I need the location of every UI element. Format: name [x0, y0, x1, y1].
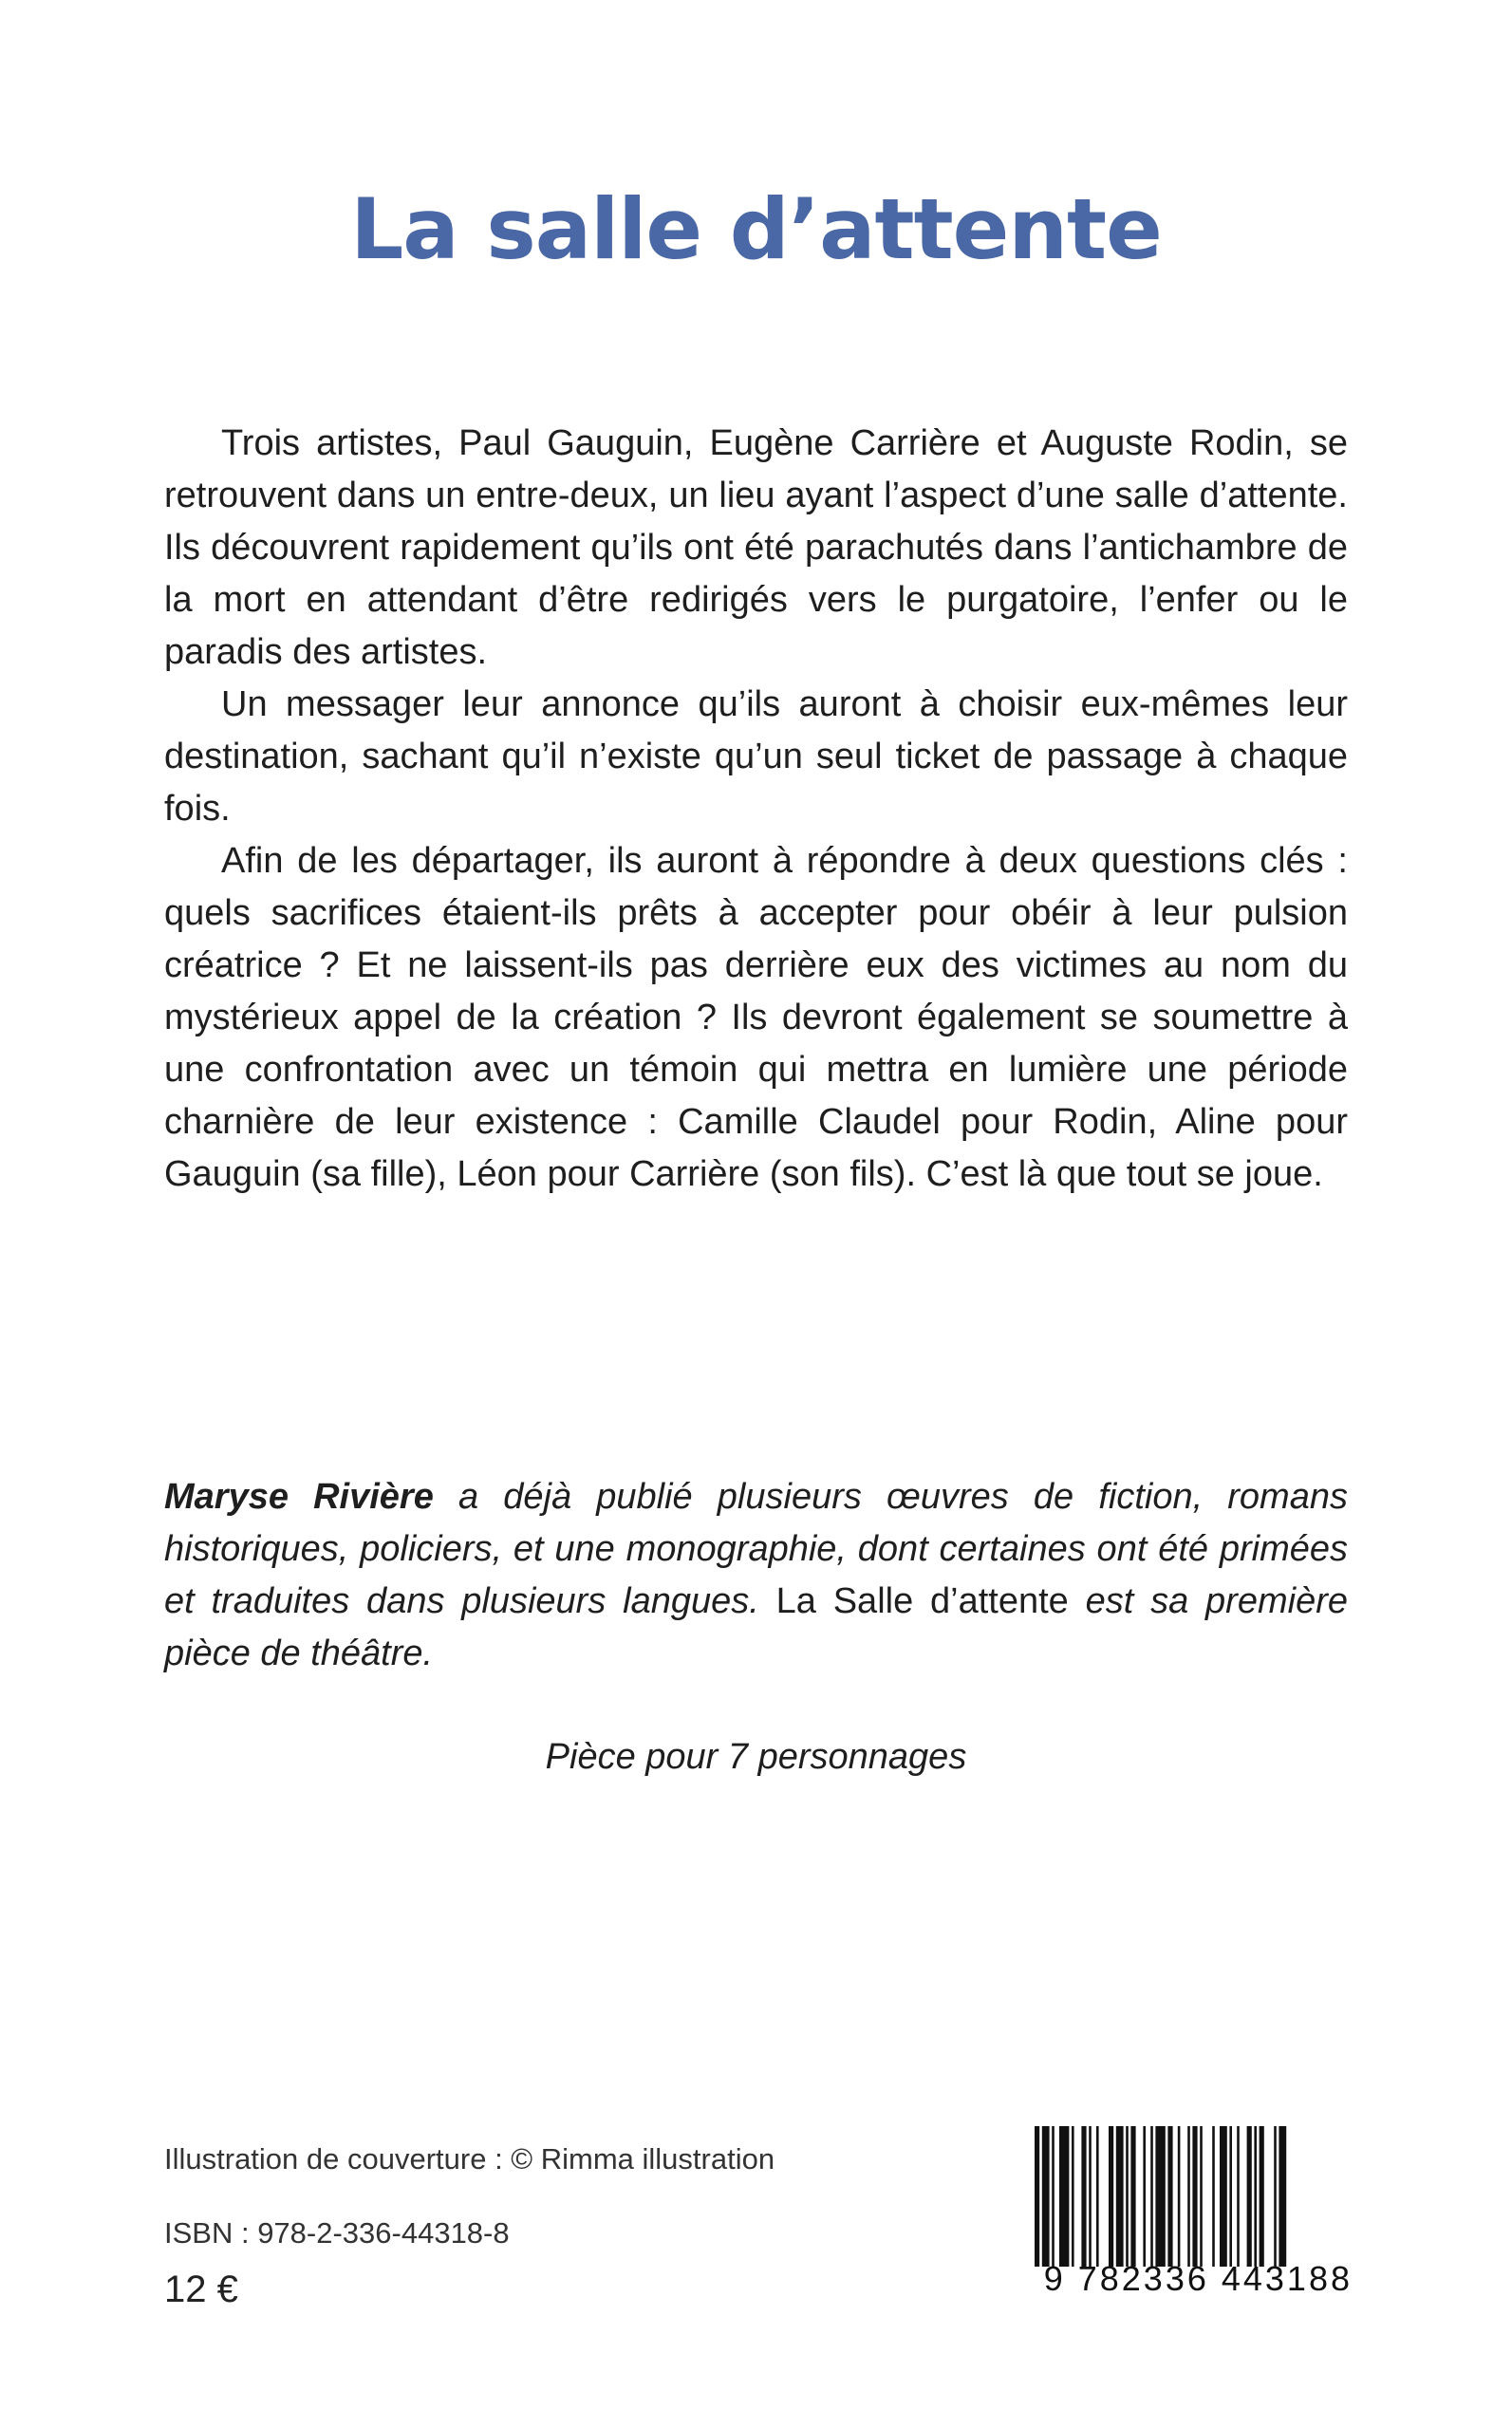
barcode-bars	[1035, 2126, 1348, 2267]
barcode-bar	[1155, 2126, 1165, 2267]
summary-paragraph: Afin de les départager, ils auront à répondre à deux questions clés : quels sacrifices étaient-ils prêts à accepter pour obéir à leur pulsion créatrice ? Et ne laissent-ils pas derrière eux des victimes au nom du mystérieux appel de la création ? Ils devront également se soumettre à une confrontation avec un témoin qui mettra en lumière une période charnière de leur existence : Camille Claudel pour Rodin, Aline pour Gauguin (sa fille), Léon pour Carrière (son fils). C’est là que tout se joue.	[164, 841, 1348, 1194]
barcode-bar	[1274, 2126, 1277, 2267]
author-name: Maryse Rivière	[164, 1477, 434, 1517]
barcode-bar	[1260, 2126, 1264, 2267]
barcode-bar	[1116, 2126, 1124, 2267]
bio-text-1: a déjà publié plusieurs œuvres de fiction, romans historiques, policiers, et une monographie, dont certaines ont été primées et traduites dans plusieurs langues.	[164, 1477, 1348, 1621]
barcode-bar	[1130, 2126, 1135, 2267]
barcode-bar	[1143, 2126, 1146, 2267]
bio-text-2: est sa première pièce de théâtre.	[164, 1581, 1348, 1673]
barcode-bar	[1052, 2126, 1055, 2267]
barcode-bar	[1059, 2126, 1069, 2267]
barcode-bar	[1109, 2126, 1113, 2267]
book-title: La salle d’attente	[350, 180, 1162, 278]
barcode-bar	[1229, 2126, 1232, 2267]
barcode-bar	[1254, 2126, 1257, 2267]
barcode-bar	[1279, 2126, 1286, 2267]
barcode-bar	[1247, 2126, 1252, 2267]
barcode-bar	[1167, 2126, 1172, 2267]
barcode-bar	[1150, 2126, 1153, 2267]
barcode-bar	[1096, 2126, 1099, 2267]
barcode-bar	[1042, 2126, 1050, 2267]
barcode-bar	[1089, 2126, 1092, 2267]
summary	[164, 418, 1348, 1201]
barcode-bar	[1035, 2126, 1039, 2267]
cast-note: Pièce pour 7 personnages	[545, 1737, 967, 1777]
barcode-bar	[1237, 2126, 1240, 2267]
barcode-bar	[1212, 2126, 1215, 2267]
barcode-bar	[1178, 2126, 1181, 2267]
barcode-bar	[1072, 2126, 1074, 2267]
barcode-bar	[1081, 2126, 1086, 2267]
author-bio	[164, 1471, 1348, 1680]
price: 12 €	[164, 2269, 238, 2310]
cover-credit: Illustration de couverture : © Rimma illustration	[164, 2142, 775, 2176]
bio-book-title: La Salle d’attente	[758, 1581, 1086, 1621]
barcode-bar	[1192, 2126, 1197, 2267]
barcode-digits: 9 782336 443188	[1043, 2259, 1353, 2298]
barcode-bar	[1126, 2126, 1129, 2267]
barcode-bar	[1187, 2126, 1190, 2267]
summary-paragraph: Trois artistes, Paul Gauguin, Eugène Carrière et Auguste Rodin, se retrouvent dans un entre-deux, un lieu ayant l’aspect d’une salle d’attente. Ils découvrent rapidement qu’ils ont été parachutés dans l’antichambre de la mort en attendant d’être redirigés vers le purgatoire, l’enfer ou le paradis des artistes.	[164, 423, 1348, 672]
barcode-bar	[1220, 2126, 1227, 2267]
isbn: ISBN : 978-2-336-44318-8	[164, 2216, 510, 2250]
barcode-bar	[1200, 2126, 1203, 2267]
summary-paragraph: Un messager leur annonce qu’ils auront à choisir eux-mêmes leur destination, sachant qu’il n’existe qu’un seul ticket de passage à chaque fois.	[164, 684, 1348, 829]
